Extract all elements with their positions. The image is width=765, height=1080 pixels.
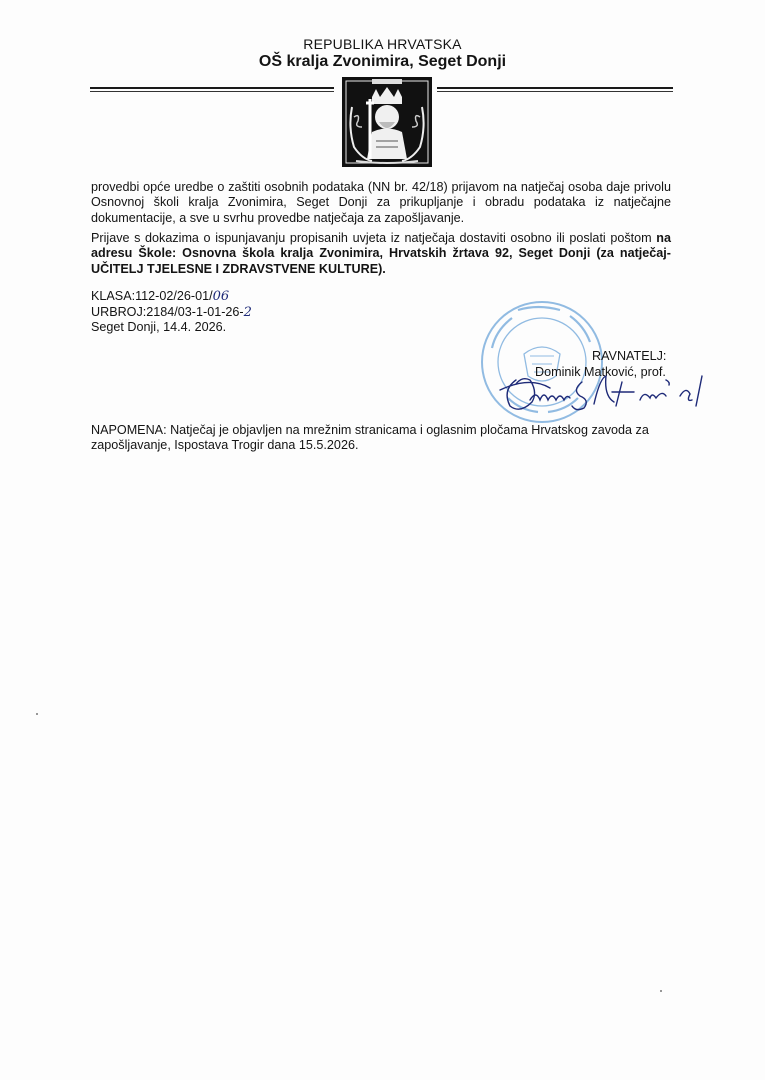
handwritten-signature [490,370,720,418]
header-country: REPUBLIKA HRVATSKA [303,36,462,52]
paragraph-application-address: na adresu Škole: Osnovna škola kralja Zvonimira, Hrvatskih žrtava 92, Seget Donji (za natječaj-UČITELJ TJELESNE I ZDRAVSTVENE KULTURE). [91,231,671,276]
place-date: Seget Donji, 14.4. 2026. [91,320,227,334]
urbroj-label: URBROJ:2184/03-1-01-26- [91,305,244,319]
header-rule-left-thin [90,91,334,92]
header-rule-left [90,87,334,89]
header-rule-right [437,87,673,89]
urbroj-line [91,305,252,320]
paragraph-consent: provedbi opće uredbe o zaštiti osobnih podataka (NN br. 42/18) prijavom na natječaj osoba daje privolu Osnovnoj školi kralja Zvonimira, Seget Donji za prikupljanje i obradu podataka iz natječajne dokumentacije, a sve u svrhu provedbe natječaja za zapošljavanje. [91,180,671,225]
urbroj-handwritten-number: 2 [243,305,252,320]
klasa-label: KLASA:112-02/26-01/ [91,289,213,303]
header-school-name: OŠ kralja Zvonimira, Seget Donji [258,53,507,70]
note-paragraph: NAPOMENA: Natječaj je objavljen na mrežnim stranicama i oglasnim pločama Hrvatskog zavoda za zapošljavanje, Ispostava Trogir dana 15.5.2026. [91,423,649,453]
klasa-handwritten-number: 06 [212,289,230,304]
king-crest-icon [342,77,432,167]
signatory-role: RAVNATELJ: [592,349,667,363]
scan-speck [660,990,662,992]
scan-speck [36,713,38,715]
paragraph-application-plain: Prijave s dokazima o ispunjavanju propisanih uvjeta iz natječaja dostaviti osobno ili poslati poštom [91,231,652,245]
paragraph-application [91,231,671,277]
header-rule-right-thin [437,91,673,92]
signatory-name: Dominik Matković, prof. [535,365,666,379]
klasa-line [91,289,229,304]
